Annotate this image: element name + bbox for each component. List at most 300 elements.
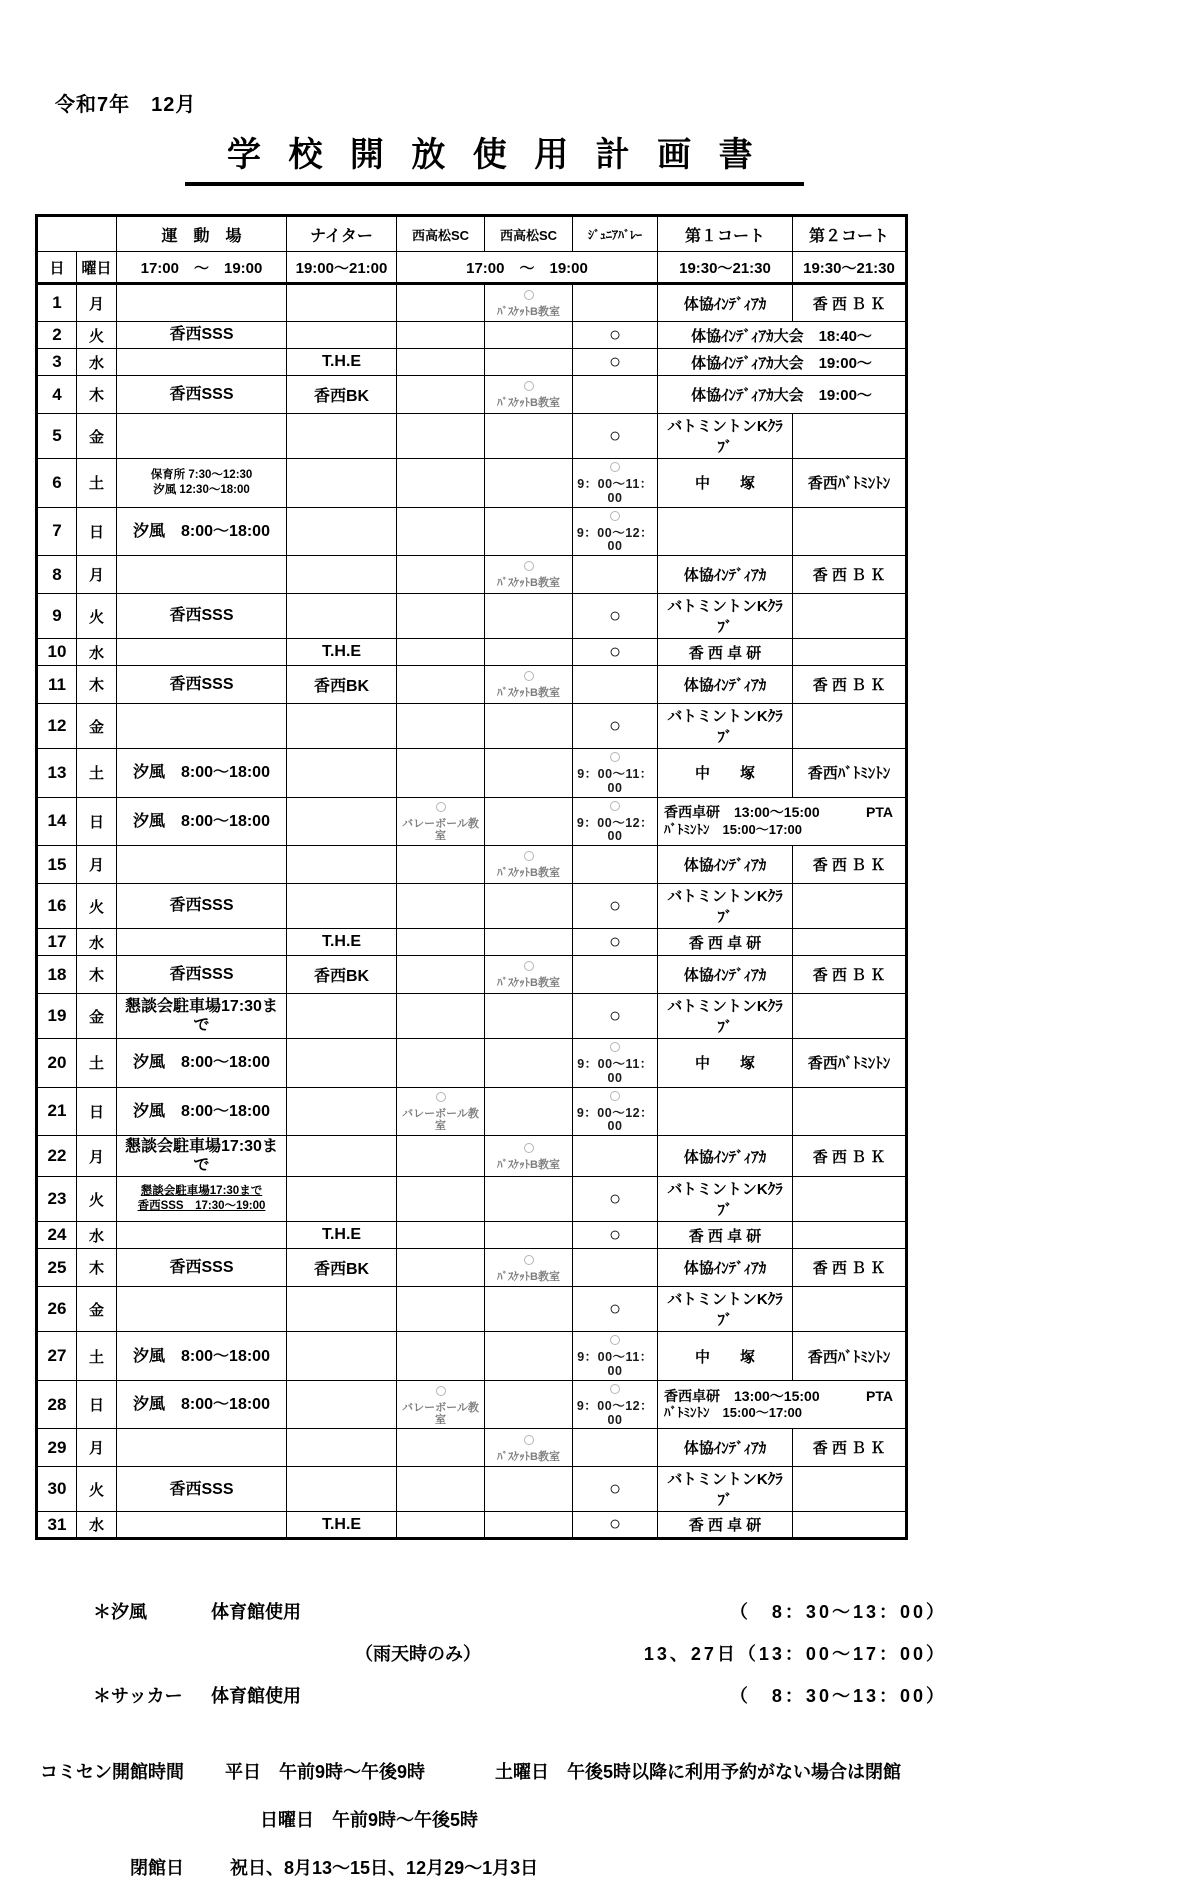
circle-mark: ○ xyxy=(608,1223,622,1246)
ground-cell xyxy=(117,322,287,349)
schedule-row xyxy=(37,349,907,376)
weekday-cell: 火 xyxy=(77,1177,117,1222)
comisen-sunday-hours: 日曜日 午前9時～午後5時 xyxy=(260,1810,479,1831)
court1-cell xyxy=(658,556,793,594)
day-cell: 25 xyxy=(37,1249,77,1287)
schedule-row xyxy=(37,639,907,666)
nishitakamatsu-sc2-cell xyxy=(485,1512,573,1539)
schedule-row xyxy=(37,846,907,884)
day-cell: 10 xyxy=(37,639,77,666)
ground-cell xyxy=(117,556,287,594)
small-circle-icon xyxy=(610,1335,620,1345)
circle-mark: ○ xyxy=(608,1187,622,1210)
nighter-cell xyxy=(287,1287,397,1332)
nishitakamatsu-sc2-cell xyxy=(485,414,573,459)
nighter-text: 香西BK xyxy=(313,1261,370,1279)
ground-cell xyxy=(117,1332,287,1381)
nighter-cell xyxy=(287,414,397,459)
court2-cell xyxy=(793,1177,907,1222)
day-cell: 30 xyxy=(37,1467,77,1512)
weekday-cell: 水 xyxy=(77,639,117,666)
schedule-row xyxy=(37,1087,907,1136)
day-cell: 24 xyxy=(37,1222,77,1249)
weekday-cell: 月 xyxy=(77,846,117,884)
small-circle-icon xyxy=(610,511,620,521)
nishitakamatsu-sc1-cell xyxy=(397,1249,485,1287)
ground-text-2: 香西SSS 17:30～19:00 xyxy=(137,1200,266,1213)
nighter-cell xyxy=(287,459,397,508)
court1-text: バトミントンKｸﾗﾌﾞ xyxy=(667,1291,783,1330)
ground-cell xyxy=(117,507,287,556)
court1-cell xyxy=(658,1177,793,1222)
day-cell: 11 xyxy=(37,666,77,704)
court1-cell xyxy=(658,884,793,929)
ground-cell xyxy=(117,1087,287,1136)
court2-cell xyxy=(793,556,907,594)
court1-cell xyxy=(658,666,793,704)
day-cell: 23 xyxy=(37,1177,77,1222)
schedule-row xyxy=(37,556,907,594)
nighter-cell xyxy=(287,1087,397,1136)
ground-text: 汐風 8:00～18:00 xyxy=(133,1054,270,1072)
court2-cell xyxy=(793,1087,907,1136)
nishitakamatsu-sc1-cell xyxy=(397,704,485,749)
court2-text: 香 西 Ｂ Ｋ xyxy=(812,1148,886,1166)
court2-cell xyxy=(793,1249,907,1287)
ground-text: 懇談会駐車場17:30まで xyxy=(125,997,278,1034)
weekday-cell: 月 xyxy=(77,284,117,322)
ground-text: 保育所 7:30～12:30 xyxy=(150,468,253,481)
nishitakamatsu-sc2-cell xyxy=(485,704,573,749)
nishitakamatsu-sc1-cell xyxy=(397,1039,485,1088)
junior-volley-cell xyxy=(573,797,658,846)
court1-text: 体協ｲﾝﾃﾞｨｱｶ xyxy=(683,567,767,584)
nighter-cell xyxy=(287,639,397,666)
nishitakamatsu-sc1-cell xyxy=(397,1087,485,1136)
nishitakamatsu-sc1-cell xyxy=(397,1467,485,1512)
nighter-cell xyxy=(287,349,397,376)
small-circle-icon xyxy=(524,1255,534,1265)
court-merged-cell xyxy=(658,797,907,846)
junior-volley-cell xyxy=(573,376,658,414)
nighter-cell xyxy=(287,749,397,798)
junior-volley-cell xyxy=(573,1332,658,1381)
court1-cell xyxy=(658,1332,793,1381)
nishitakamatsu-sc2-cell xyxy=(485,1287,573,1332)
court2-cell xyxy=(793,507,907,556)
court1-text: バトミントンKｸﾗﾌﾞ xyxy=(667,1471,783,1510)
ground-cell xyxy=(117,1380,287,1429)
small-circle-icon xyxy=(610,801,620,811)
circle-mark: ○ xyxy=(608,1004,622,1027)
schedule-row xyxy=(37,1287,907,1332)
nishitakamatsu-sc2-cell xyxy=(485,884,573,929)
court1-text: バトミントンKｸﾗﾌﾞ xyxy=(667,708,783,746)
junior-volley-cell xyxy=(573,1177,658,1222)
court-merged-text: 香西卓研 13:00～15:00 xyxy=(664,804,820,821)
nishitakamatsu-sc1-cell xyxy=(397,1332,485,1381)
court1-text: 香 西 卓 研 xyxy=(688,934,762,952)
comisen-closed-label: 閉館日 xyxy=(130,1858,184,1879)
day-cell: 12 xyxy=(37,704,77,749)
weekday-cell: 水 xyxy=(77,349,117,376)
header-nighter: ナイター xyxy=(287,216,397,252)
court2-cell xyxy=(793,594,907,639)
class-label: ﾊﾞｽｹｯﾄB教室 xyxy=(497,1159,560,1172)
court1-text: 体協ｲﾝﾃﾞｨｱｶ xyxy=(683,295,767,313)
court2-cell xyxy=(793,284,907,322)
day-cell: 16 xyxy=(37,884,77,929)
class-label: ﾊﾞｽｹｯﾄB教室 xyxy=(497,577,560,590)
court2-cell xyxy=(793,666,907,704)
nighter-cell xyxy=(287,797,397,846)
nishitakamatsu-sc1-cell xyxy=(397,507,485,556)
day-cell: 14 xyxy=(37,797,77,846)
small-circle-icon xyxy=(610,1091,620,1101)
junior-volley-cell xyxy=(573,322,658,349)
court2-cell xyxy=(793,639,907,666)
junior-volley-cell xyxy=(573,1249,658,1287)
ground-cell xyxy=(117,956,287,994)
court1-cell xyxy=(658,1087,793,1136)
schedule-row xyxy=(37,1039,907,1088)
nighter-text: T.H.E xyxy=(321,353,362,370)
day-cell: 3 xyxy=(37,349,77,376)
ground-cell xyxy=(117,639,287,666)
note-shiokaze-label: ＊汐風 xyxy=(93,1602,147,1623)
day-cell: 26 xyxy=(37,1287,77,1332)
note-soccer-time: （ 8：30～13：00） xyxy=(729,1686,947,1707)
ground-text: 香西SSS xyxy=(169,965,234,983)
weekday-cell: 金 xyxy=(77,994,117,1039)
court2-cell xyxy=(793,459,907,508)
nighter-text: 香西BK xyxy=(313,968,370,985)
comisen-weekday-hours: 平日 午前9時～午後9時 xyxy=(225,1762,426,1783)
junior-volley-cell xyxy=(573,639,658,666)
court1-text: 中 塚 xyxy=(694,1055,755,1073)
junior-volley-cell xyxy=(573,929,658,956)
ground-text: 汐風 8:00～18:00 xyxy=(133,812,270,830)
nishitakamatsu-sc2-cell xyxy=(485,1249,573,1287)
header-sc1: 西高松SC xyxy=(397,216,485,252)
junior-volley-time: 9：00～11：00 xyxy=(577,767,653,795)
weekday-cell: 金 xyxy=(77,1287,117,1332)
nighter-cell xyxy=(287,284,397,322)
nishitakamatsu-sc2-cell xyxy=(485,322,573,349)
header-ground: 運 動 場 xyxy=(117,216,287,252)
ground-cell xyxy=(117,994,287,1039)
header-court2: 第２コート xyxy=(793,216,907,252)
court1-cell xyxy=(658,1467,793,1512)
header-row-1 xyxy=(37,216,907,252)
class-label: バレーボール教室 xyxy=(402,1108,479,1133)
court1-cell xyxy=(658,284,793,322)
header-sc-time: 17:00 ～ 19:00 xyxy=(397,252,658,284)
circle-mark: ○ xyxy=(608,1477,622,1500)
ground-text: 香西SSS xyxy=(169,1259,234,1277)
court1-cell xyxy=(658,459,793,508)
court2-cell xyxy=(793,1429,907,1467)
ground-text-2: 汐風 12:30～18:00 xyxy=(153,483,250,496)
small-circle-icon xyxy=(524,290,534,300)
nishitakamatsu-sc1-cell xyxy=(397,884,485,929)
weekday-cell: 金 xyxy=(77,704,117,749)
nishitakamatsu-sc2-cell xyxy=(485,994,573,1039)
small-circle-icon xyxy=(610,752,620,762)
nighter-cell xyxy=(287,1222,397,1249)
schedule-row xyxy=(37,956,907,994)
court2-text: 香 西 Ｂ Ｋ xyxy=(812,567,886,584)
court2-cell xyxy=(793,846,907,884)
junior-volley-cell xyxy=(573,1039,658,1088)
nighter-cell xyxy=(287,594,397,639)
court1-cell xyxy=(658,1429,793,1467)
ground-text: 懇談会駐車場17:30まで xyxy=(125,1138,278,1175)
weekday-cell: 月 xyxy=(77,556,117,594)
nishitakamatsu-sc1-cell xyxy=(397,349,485,376)
day-cell: 7 xyxy=(37,507,77,556)
schedule-row xyxy=(37,414,907,459)
ground-cell xyxy=(117,376,287,414)
schedule-table xyxy=(35,214,908,1540)
ground-cell xyxy=(117,594,287,639)
nighter-cell xyxy=(287,1512,397,1539)
small-circle-icon xyxy=(524,381,534,391)
nishitakamatsu-sc1-cell xyxy=(397,666,485,704)
schedule-row xyxy=(37,797,907,846)
junior-volley-cell xyxy=(573,1429,658,1467)
junior-volley-cell xyxy=(573,666,658,704)
court1-text: バトミントンKｸﾗﾌﾞ xyxy=(667,888,783,926)
junior-volley-cell xyxy=(573,1136,658,1177)
weekday-cell: 木 xyxy=(77,956,117,994)
small-circle-icon xyxy=(610,462,620,472)
junior-volley-cell xyxy=(573,594,658,639)
ground-cell xyxy=(117,1287,287,1332)
court2-cell xyxy=(793,1467,907,1512)
pta-label: PTA xyxy=(866,804,893,821)
nighter-cell xyxy=(287,556,397,594)
header-junior-volley: ｼﾞｭﾆｱﾊﾞﾚｰ xyxy=(573,216,658,252)
nishitakamatsu-sc2-cell xyxy=(485,376,573,414)
small-circle-icon xyxy=(436,802,446,812)
court1-cell xyxy=(658,1136,793,1177)
ground-text: 香西SSS xyxy=(169,897,234,915)
ground-text: 汐風 8:00～18:00 xyxy=(133,1347,270,1365)
court1-cell xyxy=(658,1512,793,1539)
court-merged-line1 xyxy=(660,804,903,822)
nishitakamatsu-sc2-cell xyxy=(485,639,573,666)
nishitakamatsu-sc1-cell xyxy=(397,1429,485,1467)
small-circle-icon xyxy=(524,561,534,571)
weekday-cell: 水 xyxy=(77,1512,117,1539)
day-cell: 6 xyxy=(37,459,77,508)
weekday-cell: 木 xyxy=(77,666,117,704)
nishitakamatsu-sc2-cell xyxy=(485,666,573,704)
court1-cell xyxy=(658,956,793,994)
schedule-row xyxy=(37,704,907,749)
junior-volley-cell xyxy=(573,994,658,1039)
schedule-row xyxy=(37,1512,907,1539)
nighter-cell xyxy=(287,1332,397,1381)
junior-volley-time: 9：00～11：00 xyxy=(577,1350,653,1379)
junior-volley-cell xyxy=(573,846,658,884)
note-soccer-label: ＊サッカー xyxy=(93,1686,183,1707)
nishitakamatsu-sc2-cell xyxy=(485,749,573,798)
nishitakamatsu-sc2-cell xyxy=(485,797,573,846)
court1-text: バトミントンKｸﾗﾌﾞ xyxy=(667,1181,783,1220)
ground-cell xyxy=(117,1249,287,1287)
circle-mark: ○ xyxy=(608,424,622,447)
nighter-cell xyxy=(287,1380,397,1429)
day-cell: 9 xyxy=(37,594,77,639)
court2-text: 香西ﾊﾞﾄﾐﾝﾄﾝ xyxy=(807,765,891,783)
circle-mark: ○ xyxy=(608,714,622,737)
court1-text: 香 西 卓 研 xyxy=(688,644,762,662)
junior-volley-cell xyxy=(573,1087,658,1136)
junior-volley-time: 9：00～11：00 xyxy=(577,477,653,505)
weekday-cell: 土 xyxy=(77,1039,117,1088)
schedule-row xyxy=(37,1332,907,1381)
nishitakamatsu-sc2-cell xyxy=(485,556,573,594)
ground-text: 香西SSS xyxy=(169,385,234,403)
comisen-sunday-row xyxy=(40,1806,1200,1832)
court1-text: 体協ｲﾝﾃﾞｨｱｶ xyxy=(683,1260,767,1278)
nishitakamatsu-sc2-cell xyxy=(485,929,573,956)
era-month-label: 令和7年 12月 xyxy=(55,94,197,116)
court-merged-text: 香西卓研 13:00～15:00 xyxy=(664,1387,820,1404)
nishitakamatsu-sc2-cell xyxy=(485,349,573,376)
nighter-cell xyxy=(287,929,397,956)
nishitakamatsu-sc2-cell xyxy=(485,846,573,884)
ground-text: 汐風 8:00～18:00 xyxy=(133,1396,270,1414)
schedule-row xyxy=(37,507,907,556)
court1-cell xyxy=(658,507,793,556)
junior-volley-cell xyxy=(573,459,658,508)
nighter-cell xyxy=(287,666,397,704)
court2-cell xyxy=(793,1136,907,1177)
nishitakamatsu-sc2-cell xyxy=(485,956,573,994)
court2-text: 香 西 Ｂ Ｋ xyxy=(812,1440,886,1458)
ground-text: 香西SSS xyxy=(169,675,234,693)
circle-mark: ○ xyxy=(608,640,622,663)
comisen-hours-label: コミセン開館時間 xyxy=(40,1762,184,1783)
day-cell: 13 xyxy=(37,749,77,798)
court1-text: 体協ｲﾝﾃﾞｨｱｶ xyxy=(683,967,767,984)
header-nighter-time: 19:00～21:00 xyxy=(287,252,397,284)
court1-cell xyxy=(658,749,793,798)
note-shiokaze-time: （ 8：30～13：00） xyxy=(729,1602,947,1623)
nishitakamatsu-sc1-cell xyxy=(397,414,485,459)
court2-text: 香 西 Ｂ Ｋ xyxy=(812,295,886,313)
weekday-cell: 月 xyxy=(77,1136,117,1177)
court2-text: 香西ﾊﾞﾄﾐﾝﾄﾝ xyxy=(807,1348,891,1366)
nishitakamatsu-sc2-cell xyxy=(485,1467,573,1512)
nishitakamatsu-sc1-cell xyxy=(397,1512,485,1539)
schedule-row xyxy=(37,749,907,798)
circle-mark: ○ xyxy=(608,1513,622,1536)
circle-mark: ○ xyxy=(608,894,622,917)
court1-text: 香 西 卓 研 xyxy=(688,1517,762,1535)
small-circle-icon xyxy=(436,1092,446,1102)
weekday-cell: 火 xyxy=(77,884,117,929)
note-soccer xyxy=(35,1682,947,1708)
class-label: ﾊﾞｽｹｯﾄB教室 xyxy=(497,977,560,990)
ground-cell xyxy=(117,666,287,704)
nighter-cell xyxy=(287,507,397,556)
nighter-text: 香西BK xyxy=(313,388,370,405)
small-circle-icon xyxy=(610,1384,620,1394)
weekday-cell: 火 xyxy=(77,322,117,349)
small-circle-icon xyxy=(524,1435,534,1445)
weekday-cell: 火 xyxy=(77,594,117,639)
junior-volley-cell xyxy=(573,1380,658,1429)
nighter-text: T.H.E xyxy=(321,933,362,950)
schedule-row xyxy=(37,994,907,1039)
day-cell: 20 xyxy=(37,1039,77,1088)
schedule-row xyxy=(37,1249,907,1287)
note-rain-days: 13、27日（13：00～17：00） xyxy=(643,1644,947,1665)
nishitakamatsu-sc1-cell xyxy=(397,1177,485,1222)
nighter-text: T.H.E xyxy=(321,1226,362,1244)
ground-text: 懇談会駐車場17:30まで xyxy=(140,1185,263,1198)
comisen-closed-days: 祝日、8月13～15日、12月29～1月3日 xyxy=(230,1858,539,1879)
weekday-cell: 水 xyxy=(77,929,117,956)
court2-cell xyxy=(793,929,907,956)
junior-volley-time: 9：00～12：00 xyxy=(576,525,654,554)
nishitakamatsu-sc1-cell xyxy=(397,1222,485,1249)
class-label: ﾊﾞｽｹｯﾄB教室 xyxy=(497,1450,560,1463)
court1-text: 中 塚 xyxy=(694,1348,755,1366)
nishitakamatsu-sc1-cell xyxy=(397,1380,485,1429)
nishitakamatsu-sc2-cell xyxy=(485,1332,573,1381)
nighter-cell xyxy=(287,1177,397,1222)
nishitakamatsu-sc2-cell xyxy=(485,507,573,556)
schedule-row xyxy=(37,1136,907,1177)
schedule-row xyxy=(37,376,907,414)
small-circle-icon xyxy=(524,671,534,681)
day-cell: 19 xyxy=(37,994,77,1039)
junior-volley-cell xyxy=(573,349,658,376)
court-merged-cell: 体協ｲﾝﾃﾞｨｱｶ大会 18:40～ xyxy=(658,322,907,349)
header-court1-time: 19:30～21:30 xyxy=(658,252,793,284)
note-shiokaze xyxy=(35,1598,947,1624)
header-empty-cell xyxy=(37,216,117,252)
day-cell: 18 xyxy=(37,956,77,994)
nighter-cell xyxy=(287,322,397,349)
schedule-row xyxy=(37,322,907,349)
court2-text: 香 西 Ｂ Ｋ xyxy=(812,967,886,984)
junior-volley-cell xyxy=(573,1467,658,1512)
nighter-text: T.H.E xyxy=(321,643,362,660)
ground-cell xyxy=(117,797,287,846)
schedule-row xyxy=(37,666,907,704)
small-circle-icon xyxy=(524,1143,534,1153)
schedule-rows xyxy=(37,284,907,1539)
title-wrap xyxy=(185,127,1200,186)
court2-cell xyxy=(793,1222,907,1249)
document-page xyxy=(0,88,1200,1880)
class-label: ﾊﾞｽｹｯﾄB教室 xyxy=(497,305,560,318)
weekday-cell: 日 xyxy=(77,507,117,556)
ground-cell xyxy=(117,1039,287,1088)
class-label: バレーボール教室 xyxy=(402,1401,479,1426)
ground-cell xyxy=(117,749,287,798)
court-merged-cell: 体協ｲﾝﾃﾞｨｱｶ大会 19:00～ xyxy=(658,349,907,376)
court1-text: 中 塚 xyxy=(694,765,755,783)
class-label: バレーボール教室 xyxy=(402,818,479,843)
ground-text: 汐風 8:00～18:00 xyxy=(133,764,270,782)
